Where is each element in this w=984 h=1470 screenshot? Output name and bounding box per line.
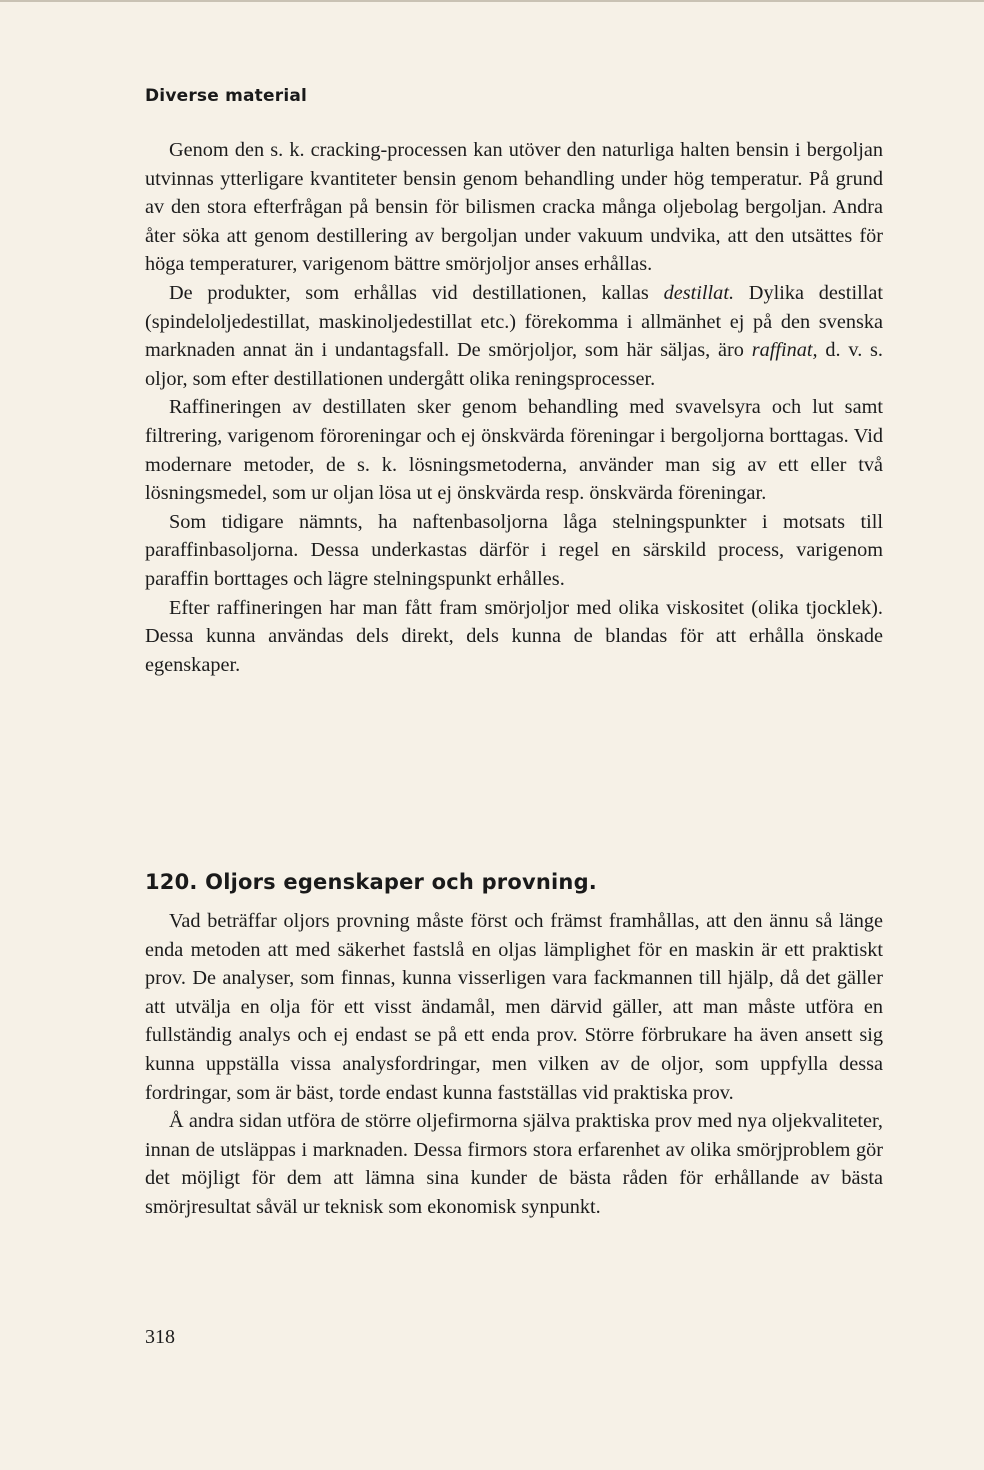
- section-title: Oljors egenskaper och provning.: [205, 870, 597, 894]
- paragraph: Genom den s. k. cracking-processen kan utöver den naturliga halten bensin i bergoljan utvinnas ytterligare kvantiteter bensin genom behandling under hög temperatur. På grund av den stora efterfrågan på bensin för bilismen cracka många oljebolag bergoljan. Andra åter söka att genom destillering av bergoljan under vakuum undvika, att den utsättes för höga temperaturer, varigenom bättre smörjoljor anses erhållas.: [145, 139, 883, 276]
- paragraph-text: De produkter, som erhållas vid destillationen, kallas: [169, 281, 664, 304]
- paragraph-text: Dylika destillat (spindeloljedestillat, maskinoljedestillat etc.) förekomma i allmänhet ej på den svenska marknaden annat än i undantagsfall. De smörjoljor, som här säljas, äro: [145, 281, 883, 362]
- body-text-lower: [145, 907, 883, 1222]
- paragraph-text: d. v. s. oljor, som efter destillationen undergått olika reningsprocesser.: [145, 339, 883, 390]
- running-head: Diverse material: [145, 86, 308, 106]
- paragraph: Å andra sidan utföra de större oljefirmorna själva praktiska prov med nya oljekvaliteter, innan de utsläppas i marknaden. Dessa firmors stora erfarenhet av olika smörjproblem gör det möjligt för dem att lämna sina kunder de bästa råden för erhållande av bästa smörjresultat såväl ur teknisk som ekonomisk synpunkt.: [145, 1110, 883, 1218]
- section-number: 120.: [145, 870, 198, 894]
- paragraph: [145, 279, 883, 393]
- paragraph: Raffineringen av destillaten sker genom behandling med svavelsyra och lut samt filtrering, varigenom föroreningar och ej önskvärda föreningar i bergoljorna borttagas. Vid modernare metoder, de s. k. lösningsmetoderna, använder man sig av ett eller två lösningsmedel, som ur oljan lösa ut ej önskvärda resp. önskvärda föreningar.: [145, 396, 883, 505]
- section-heading: [145, 870, 597, 894]
- paragraph: Efter raffineringen har man fått fram smörjoljor med olika viskositet (olika tjocklek). Dessa kunna användas dels direkt, dels kunna de blandas för att erhålla önskade egenskaper.: [145, 596, 883, 676]
- italic-term-destillat: destillat.: [663, 281, 735, 304]
- italic-term-raffinat: raffinat,: [751, 339, 818, 362]
- body-text-upper: [145, 136, 883, 679]
- top-edge-rule: [0, 0, 984, 2]
- paragraph: Som tidigare nämnts, ha naftenbasoljorna låga stelningspunkter i motsats till paraffinbasoljorna. Dessa underkastas därför i regel en särskild process, varigenom paraffin borttages och lägre stelningspunkt erhålles.: [145, 510, 883, 590]
- paragraph: Vad beträffar oljors provning måste först och främst framhållas, att den ännu så länge enda metoden att med säkerhet fastslå en oljas lämplighet för en maskin är ett praktiskt prov. De analyser, som finnas, kunna visserligen vara fackmannen till hjälp, då det gäller att utvälja en olja för ett visst ändamål, men därvid gäller, att man måste utföra en fullständig analys och ej endast se på ett enda prov. Större förbrukare ha även ansett sig kunna uppställa vissa analysfordringar, men vilken av de oljor, som uppfylla dessa fordringar, som är bäst, torde endast kunna fastställas vid praktiska prov.: [145, 910, 883, 1104]
- page-number: 318: [145, 1326, 175, 1348]
